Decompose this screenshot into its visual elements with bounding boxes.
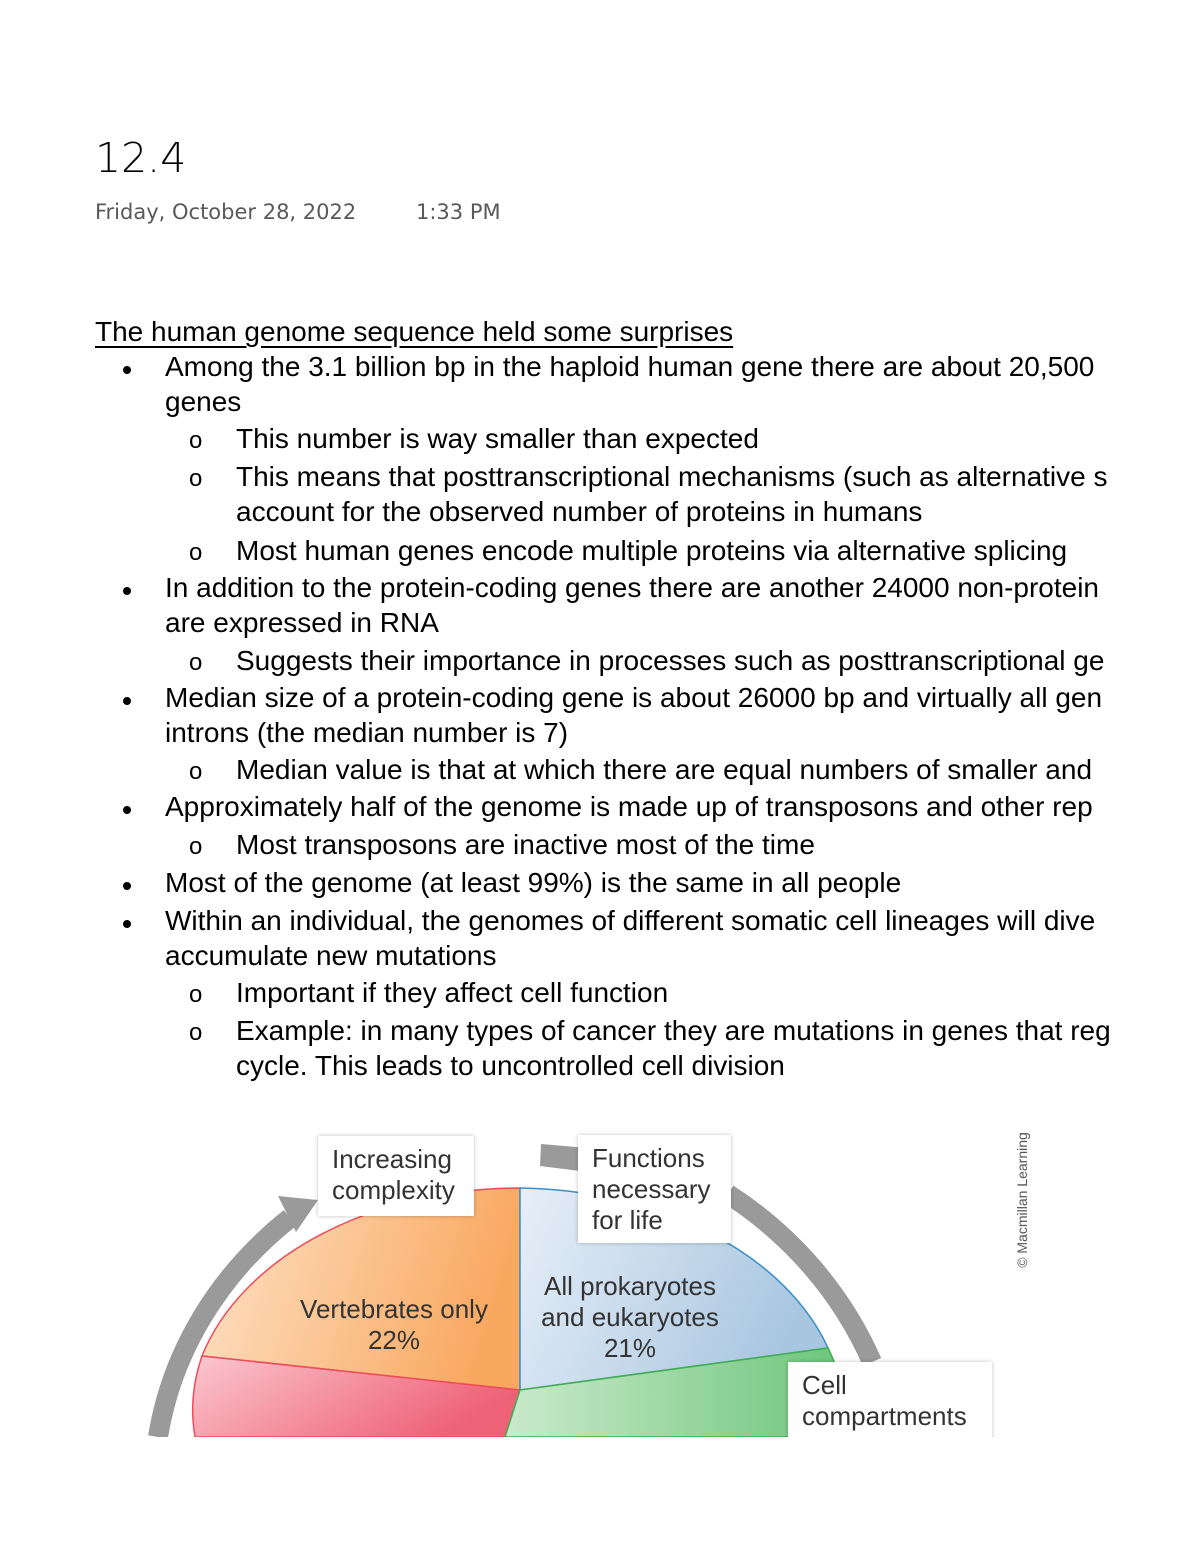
label-functions-necessary: Functions necessary for life — [578, 1135, 731, 1243]
sub-bullet-marker: o — [189, 649, 203, 676]
segment-vertebrates — [202, 1188, 520, 1390]
sub-list-item: This means that posttranscriptional mechanisms (such as alternative s — [236, 461, 1108, 492]
list-item: Approximately half of the genome is made up of transposons and other rep — [165, 791, 1093, 822]
sub-bullet-marker: o — [189, 427, 203, 454]
label-cell-compartments: Cell compartments — [788, 1362, 992, 1437]
list-item-continued: genes — [165, 386, 242, 417]
list-item: Within an individual, the genomes of different somatic cell lineages will dive — [165, 905, 1096, 936]
page-title: 12.4 — [95, 134, 187, 182]
sub-list-item-continued: cycle. This leads to uncontrolled cell division — [236, 1050, 785, 1081]
list-item: Most of the genome (at least 99%) is the same in all people — [165, 867, 902, 898]
bullet-dot — [123, 697, 131, 705]
image-credit: © Macmillan Learning — [1014, 1132, 1030, 1268]
sub-bullet-marker: o — [189, 833, 203, 860]
segment-vertebrates-label: Vertebrates only 22% — [300, 1294, 488, 1355]
list-item-continued: accumulate new mutations — [165, 940, 497, 971]
note-time: 1:33 PM — [416, 200, 501, 224]
section-heading: The human genome sequence held some surprises — [95, 316, 734, 347]
sub-bullet-marker: o — [189, 539, 203, 566]
bullet-dot — [123, 920, 131, 928]
sub-list-item: Suggests their importance in processes such as posttranscriptional ge — [236, 645, 1105, 676]
list-item: In addition to the protein-coding genes there are another 24000 non-protein — [165, 572, 1100, 603]
sub-bullet-marker: o — [189, 981, 203, 1008]
list-item-continued: introns (the median number is 7) — [165, 717, 569, 748]
sub-list-item: Example: in many types of cancer they are mutations in genes that reg — [236, 1015, 1111, 1046]
list-item: Among the 3.1 billion bp in the haploid human gene there are about 20,500 — [165, 351, 1095, 382]
note-date: Friday, October 28, 2022 — [95, 200, 357, 224]
list-item-continued: are expressed in RNA — [165, 607, 439, 638]
list-item: Median size of a protein-coding gene is about 26000 bp and virtually all gen — [165, 682, 1103, 713]
bullet-dot — [123, 806, 131, 814]
sub-bullet-marker: o — [189, 1019, 203, 1046]
sub-list-item: This number is way smaller than expected — [236, 423, 759, 454]
sub-list-item: Important if they affect cell function — [236, 977, 669, 1008]
sub-list-item: Most human genes encode multiple proteins via alternative splicing — [236, 535, 1068, 566]
segment-all-organisms-label: All prokaryotes and eukaryotes 21% — [541, 1271, 719, 1363]
bullet-dot — [123, 882, 131, 890]
sub-bullet-marker: o — [189, 758, 203, 785]
sub-bullet-marker: o — [189, 465, 203, 492]
bullet-dot — [123, 587, 131, 595]
label-increasing-complexity: Increasing complexity — [318, 1136, 474, 1216]
sub-list-item: Most transposons are inactive most of the time — [236, 829, 815, 860]
bullet-dot — [123, 366, 131, 374]
sub-list-item: Median value is that at which there are equal numbers of smaller and — [236, 754, 1093, 785]
sub-list-item-continued: account for the observed number of proteins in humans — [236, 496, 923, 527]
